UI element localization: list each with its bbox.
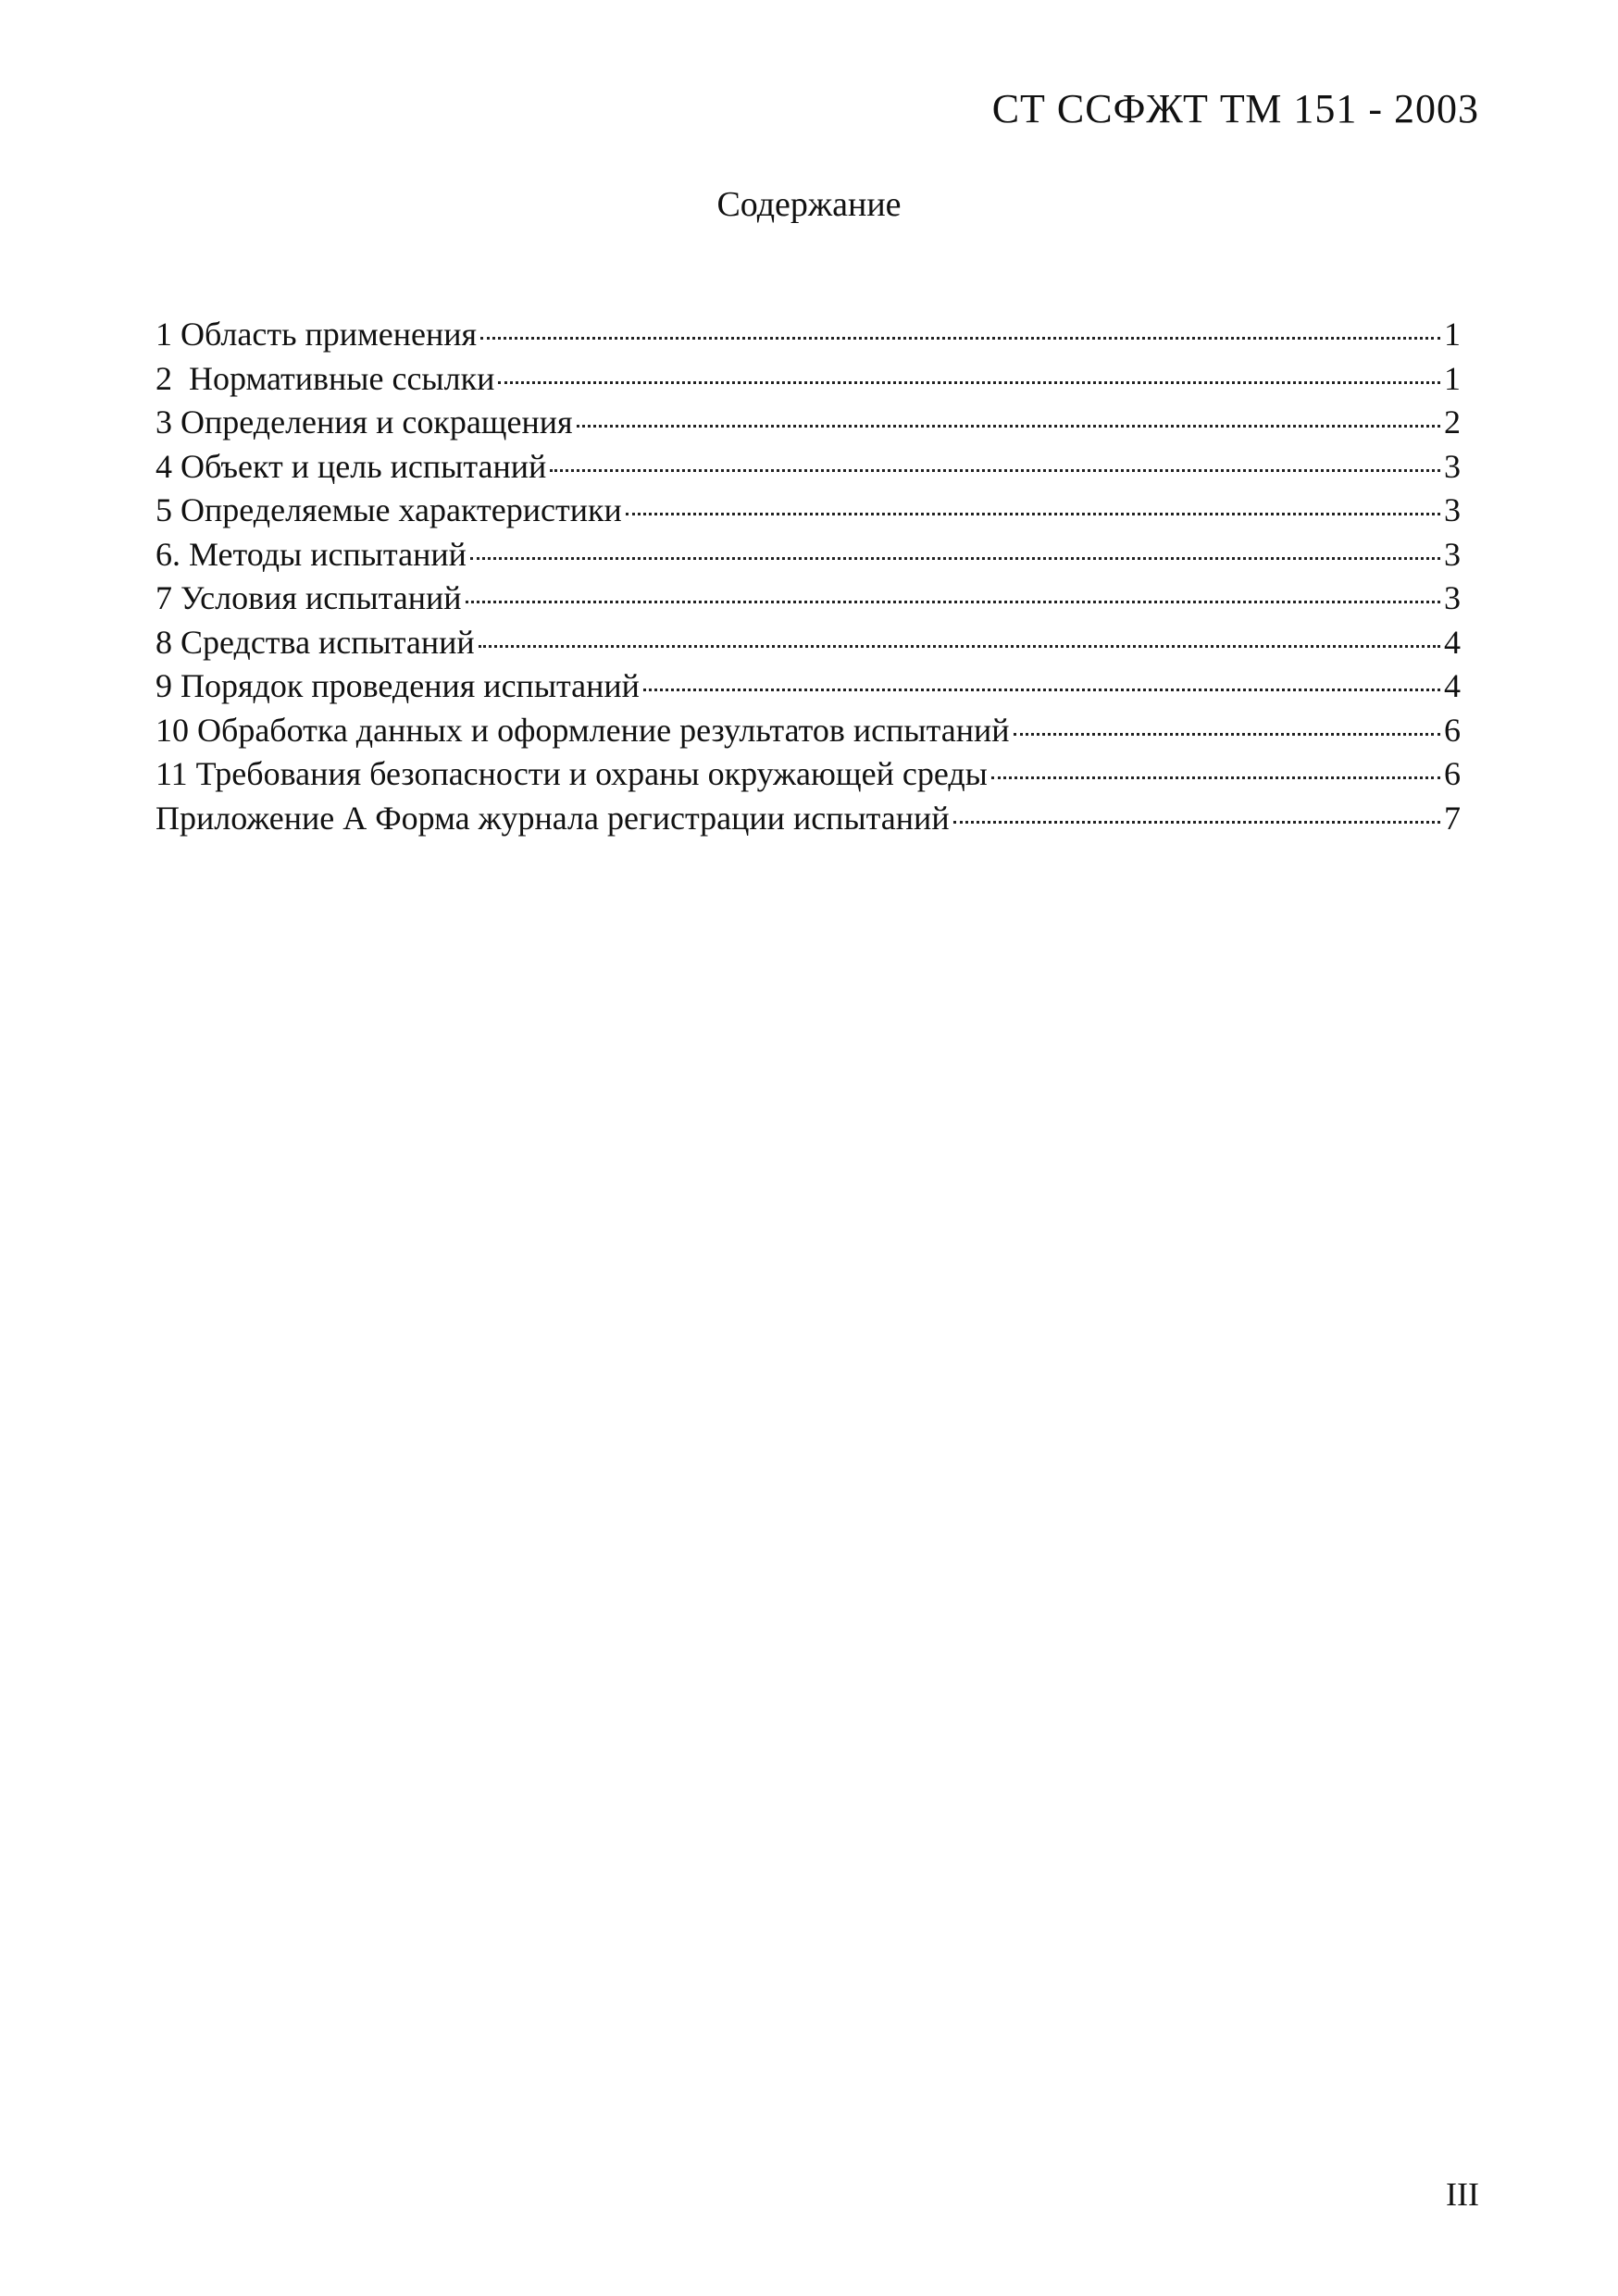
dot-leader <box>498 381 1440 384</box>
toc-entry-label: 4 Объект и цель испытаний <box>156 447 547 485</box>
toc-entry-test-conditions[interactable] <box>156 577 1461 621</box>
toc-entry-page: 6 <box>1444 711 1461 749</box>
toc-entry-label: 1 Область применения <box>156 316 478 353</box>
toc-entry-definitions[interactable] <box>156 401 1461 445</box>
toc-entry-label: Приложение А Форма журнала регистрации испытаний <box>156 799 950 837</box>
toc-title: Содержание <box>716 185 902 224</box>
toc-entry-test-object[interactable] <box>156 445 1461 490</box>
toc-entry-safety-requirements[interactable] <box>156 752 1461 797</box>
toc-entry-label: 7 Условия испытаний <box>156 579 462 616</box>
dot-leader <box>991 776 1440 779</box>
dot-leader <box>643 689 1440 691</box>
toc-entry-data-processing[interactable] <box>156 709 1461 753</box>
toc-entry-label: 2 Нормативные ссылки <box>156 359 495 397</box>
toc-entry-page: 3 <box>1444 491 1461 528</box>
toc-entry-page: 3 <box>1444 535 1461 573</box>
toc-entry-test-equipment[interactable] <box>156 621 1461 665</box>
toc-entry-page: 3 <box>1444 447 1461 485</box>
toc-entry-test-methods[interactable] <box>156 533 1461 577</box>
toc-entry-normative-references[interactable] <box>156 357 1461 402</box>
dot-leader <box>470 557 1440 560</box>
toc-entry-scope[interactable] <box>156 313 1461 357</box>
toc-entry-page: 6 <box>1444 755 1461 792</box>
toc-entry-label: 8 Средства испытаний <box>156 623 475 661</box>
toc-entry-appendix-a[interactable] <box>156 797 1461 841</box>
document-code: СТ ССФЖТ ТМ 151 - 2003 <box>991 86 1479 131</box>
toc-entry-page: 1 <box>1444 316 1461 353</box>
dot-leader <box>479 645 1440 648</box>
dot-leader <box>1014 733 1440 736</box>
dot-leader <box>953 821 1440 824</box>
toc-entry-characteristics[interactable] <box>156 489 1461 533</box>
toc-entry-page: 2 <box>1444 403 1461 441</box>
toc-entry-label: 3 Определения и сокращения <box>156 403 573 441</box>
dot-leader <box>577 425 1440 428</box>
toc-entry-page: 3 <box>1444 579 1461 616</box>
table-of-contents <box>156 313 1461 840</box>
toc-entry-page: 4 <box>1444 623 1461 661</box>
toc-entry-label: 6. Методы испытаний <box>156 535 467 573</box>
toc-entry-page: 7 <box>1444 799 1461 837</box>
dot-leader <box>550 469 1440 472</box>
toc-entry-page: 4 <box>1444 667 1461 704</box>
toc-entry-label: 11 Требования безопасности и охраны окружающей среды <box>156 755 988 792</box>
dot-leader <box>626 513 1440 515</box>
toc-entry-label: 10 Обработка данных и оформление результатов испытаний <box>156 711 1010 749</box>
toc-entry-label: 9 Порядок проведения испытаний <box>156 667 640 704</box>
dot-leader <box>480 337 1440 340</box>
toc-entry-label: 5 Определяемые характеристики <box>156 491 622 528</box>
toc-entry-page: 1 <box>1444 359 1461 397</box>
dot-leader <box>466 601 1440 603</box>
page-number: III <box>1446 2176 1479 2213</box>
toc-entry-test-procedure[interactable] <box>156 664 1461 709</box>
